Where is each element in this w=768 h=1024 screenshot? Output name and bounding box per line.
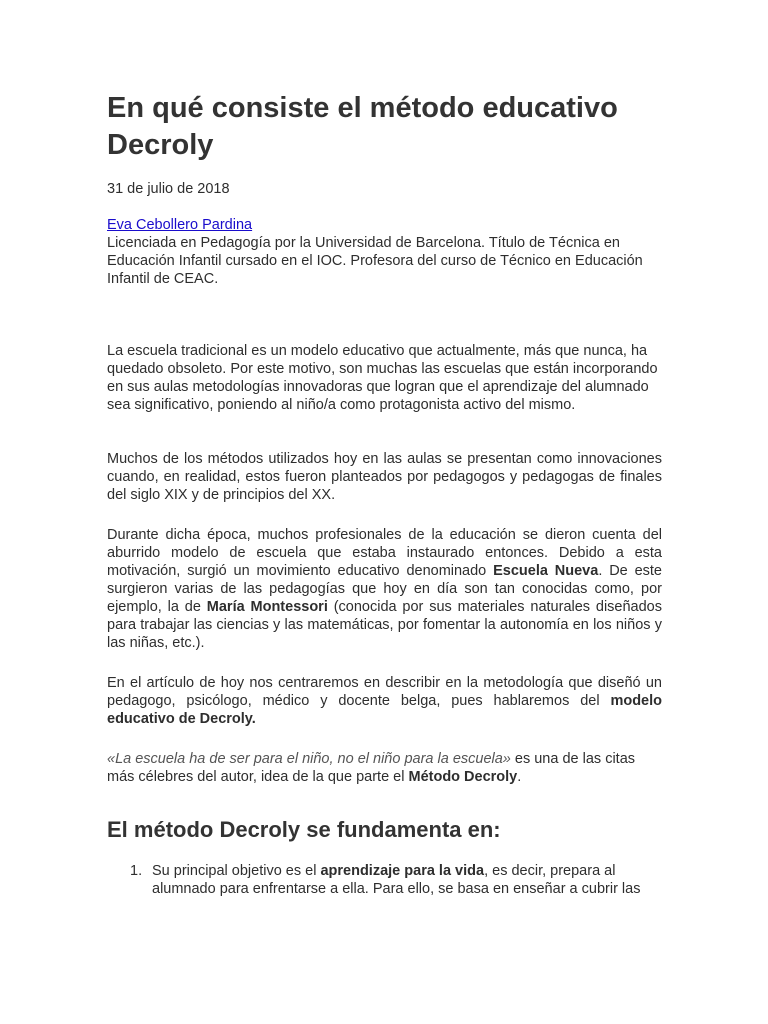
paragraph-text: es una de las citas más célebres del autor, idea de la que parte el bbox=[107, 751, 636, 785]
paragraph-intro: La escuela tradicional es un modelo educativo que actualmente, más que nunca, ha quedado obsoleto. Por este motivo, son muchas las escuelas que están incorporando en sus aulas metodologías innovadoras que logran que el aprendizaje del alumnado sea significativo, poniendo al niño/a como protagonista activo del mismo. bbox=[107, 343, 658, 413]
paragraph-quote bbox=[107, 750, 662, 786]
list-text-part: , es decir, prepara al alumnado para enfrentarse a ella. Para ello, se basa en enseñar a cubrir las bbox=[152, 863, 641, 897]
bold-term-metodo-decroly: Método Decroly bbox=[408, 769, 518, 785]
paragraph-methods: Muchos de los métodos utilizados hoy en las aulas se presentan como innovaciones cuando, en realidad, estos fueron planteados por pedagogos y pedagogas de finales del siglo XIX y de principios del XX. bbox=[107, 451, 662, 503]
section-heading: El método Decroly se fundamenta en: bbox=[107, 817, 501, 842]
bold-term-modelo-decroly: modelo educativo de Decroly. bbox=[107, 693, 662, 727]
paragraph-text: (conocida por sus materiales naturales diseñados para trabajar las ciencias y las matemáticas, por fomentar la autonomía en los niños y las niñas, etc.). bbox=[107, 599, 662, 651]
paragraph-escuela-nueva bbox=[107, 526, 662, 652]
bold-term-escuela-nueva: Escuela Nueva bbox=[493, 563, 599, 579]
list-item bbox=[130, 862, 665, 898]
author-quote: «La escuela ha de ser para el niño, no el niño para la escuela» bbox=[107, 751, 511, 767]
author-bio: Licenciada en Pedagogía por la Universidad de Barcelona. Título de Técnica en Educación Infantil cursado en el IOC. Profesora del curso de Técnico en Educación Infantil de CEAC. bbox=[107, 235, 643, 287]
list-text-part: Su principal objetivo es el bbox=[152, 863, 321, 879]
publish-date: 31 de julio de 2018 bbox=[107, 181, 230, 197]
paragraph-text: . De este surgieron varias de las pedagogías que hoy en día son tan conocidas como, por ejemplo, la de bbox=[107, 563, 662, 615]
paragraph-decroly-intro bbox=[107, 674, 662, 728]
article-title: En qué consiste el método educativo Decroly bbox=[107, 92, 618, 161]
list-item-number: 1. bbox=[130, 863, 143, 879]
paragraph-text: En el artículo de hoy nos centraremos en describir en la metodología que diseñó un pedagogo, psicólogo, médico y docente belga, pues hablaremos del bbox=[107, 675, 662, 709]
author-link[interactable]: Eva Cebollero Pardina bbox=[107, 217, 253, 233]
paragraph-text: Durante dicha época, muchos profesionales de la educación se dieron cuenta del aburrido modelo de escuela que estaba instaurado entonces. Debido a esta motivación, surgió un movimiento educativo denominado bbox=[107, 527, 662, 579]
paragraph-text: . bbox=[517, 769, 522, 785]
bold-term-aprendizaje: aprendizaje para la vida bbox=[320, 863, 485, 879]
list-item-text bbox=[152, 862, 665, 898]
bold-term-montessori: María Montessori bbox=[206, 599, 328, 615]
